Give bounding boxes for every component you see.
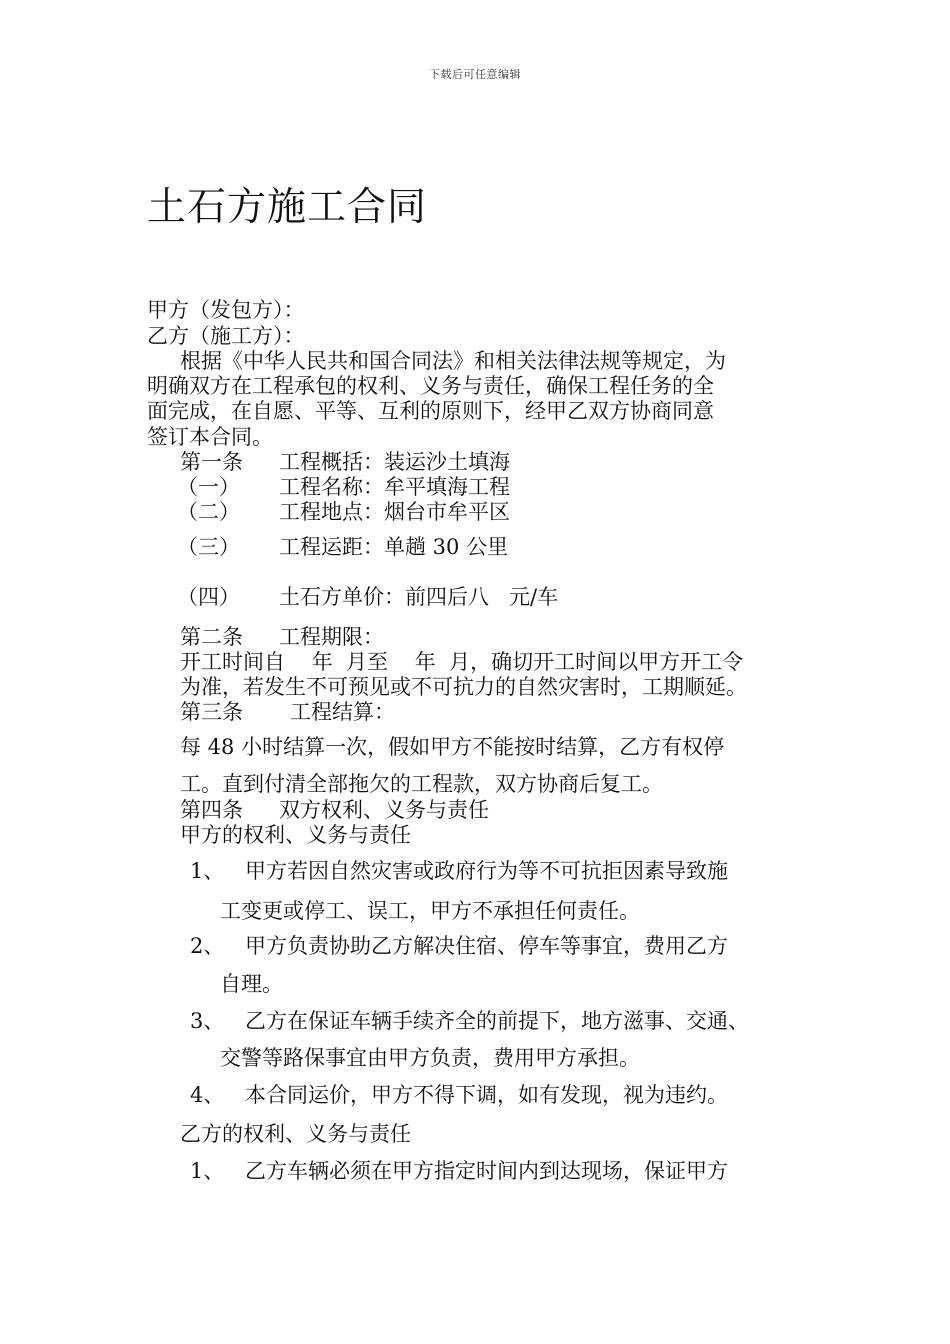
party-b-line: 乙方（施工方）： — [147, 324, 305, 348]
list-item-line: 交警等路保事宜由甲方负责，费用甲方承担。 — [220, 1046, 640, 1070]
document-title: 土石方施工合同 — [147, 185, 428, 230]
header-note: 下载后可任意编辑 — [429, 68, 521, 81]
article-4-text: 双方权利、义务与责任 — [279, 798, 489, 822]
list-item-line: 甲方若因自然灾害或政府行为等不可抗拒因素导致施 — [245, 859, 728, 883]
article-1-item-text: 工程运距：单趟 30 公里 — [279, 535, 509, 559]
article-1-heading: 第一条 — [180, 450, 243, 474]
list-item-number: 4、 — [190, 1083, 225, 1107]
article-1-item-text: 工程地点：烟台市牟平区 — [279, 500, 510, 524]
list-item-line: 乙方车辆必须在甲方指定时间内到达现场，保证甲方 — [245, 1159, 728, 1183]
article-3-text: 工程结算： — [290, 700, 395, 724]
article-1-item-label: （二） — [177, 500, 240, 524]
party-a-rights-title: 甲方的权利、义务与责任 — [180, 823, 411, 847]
article-2-text: 工程期限： — [279, 625, 384, 649]
article-3-heading: 第三条 — [180, 700, 243, 724]
preamble-line-3: 面完成，在自愿、平等、互利的原则下，经甲乙双方协商同意 — [147, 399, 714, 423]
preamble-line-2: 明确双方在工程承包的权利、义务与责任，确保工程任务的全 — [147, 374, 714, 398]
article-3-line-2: 工。直到付清全部拖欠的工程款，双方协商后复工。 — [180, 772, 663, 796]
article-2-heading: 第二条 — [180, 625, 243, 649]
article-3-line-1: 每 48 小时结算一次，假如甲方不能按时结算，乙方有权停 — [180, 735, 725, 759]
preamble-line-1: 根据《中华人民共和国合同法》和相关法律法规等规定，为 — [180, 349, 726, 373]
article-1-text: 工程概括：装运沙土填海 — [279, 450, 510, 474]
article-2-line-2: 为准，若发生不可预见或不可抗力的自然灾害时，工期顺延。 — [180, 675, 747, 699]
party-b-rights-title: 乙方的权利、义务与责任 — [180, 1122, 411, 1146]
article-1-item-text: 工程名称：牟平填海工程 — [279, 475, 510, 499]
list-item-number: 1、 — [190, 1159, 225, 1183]
list-item-line: 工变更或停工、误工，甲方不承担任何责任。 — [220, 899, 640, 923]
article-1-item-label: （四） — [177, 585, 240, 609]
list-item-line: 甲方负责协助乙方解决住宿、停车等事宜，费用乙方 — [245, 934, 728, 958]
list-item-number: 3、 — [190, 1009, 225, 1033]
preamble-line-4: 签订本合同。 — [147, 425, 273, 449]
list-item-number: 2、 — [190, 934, 225, 958]
list-item-line: 乙方在保证车辆手续齐全的前提下，地方滋事、交通、 — [245, 1009, 749, 1033]
article-1-item-text: 土石方单价：前四后八 元/车 — [279, 585, 559, 609]
list-item-line: 本合同运价，甲方不得下调，如有发现，视为违约。 — [245, 1083, 728, 1107]
party-a-line: 甲方（发包方）： — [147, 298, 305, 322]
article-1-item-label: （三） — [177, 535, 240, 559]
list-item-line: 自理。 — [220, 972, 283, 996]
article-2-line-1: 开工时间自 年 月至 年 月，确切开工时间以甲方开工令 — [180, 650, 744, 674]
article-1-item-label: （一） — [177, 475, 240, 499]
article-4-heading: 第四条 — [180, 798, 243, 822]
list-item-number: 1、 — [190, 859, 225, 883]
